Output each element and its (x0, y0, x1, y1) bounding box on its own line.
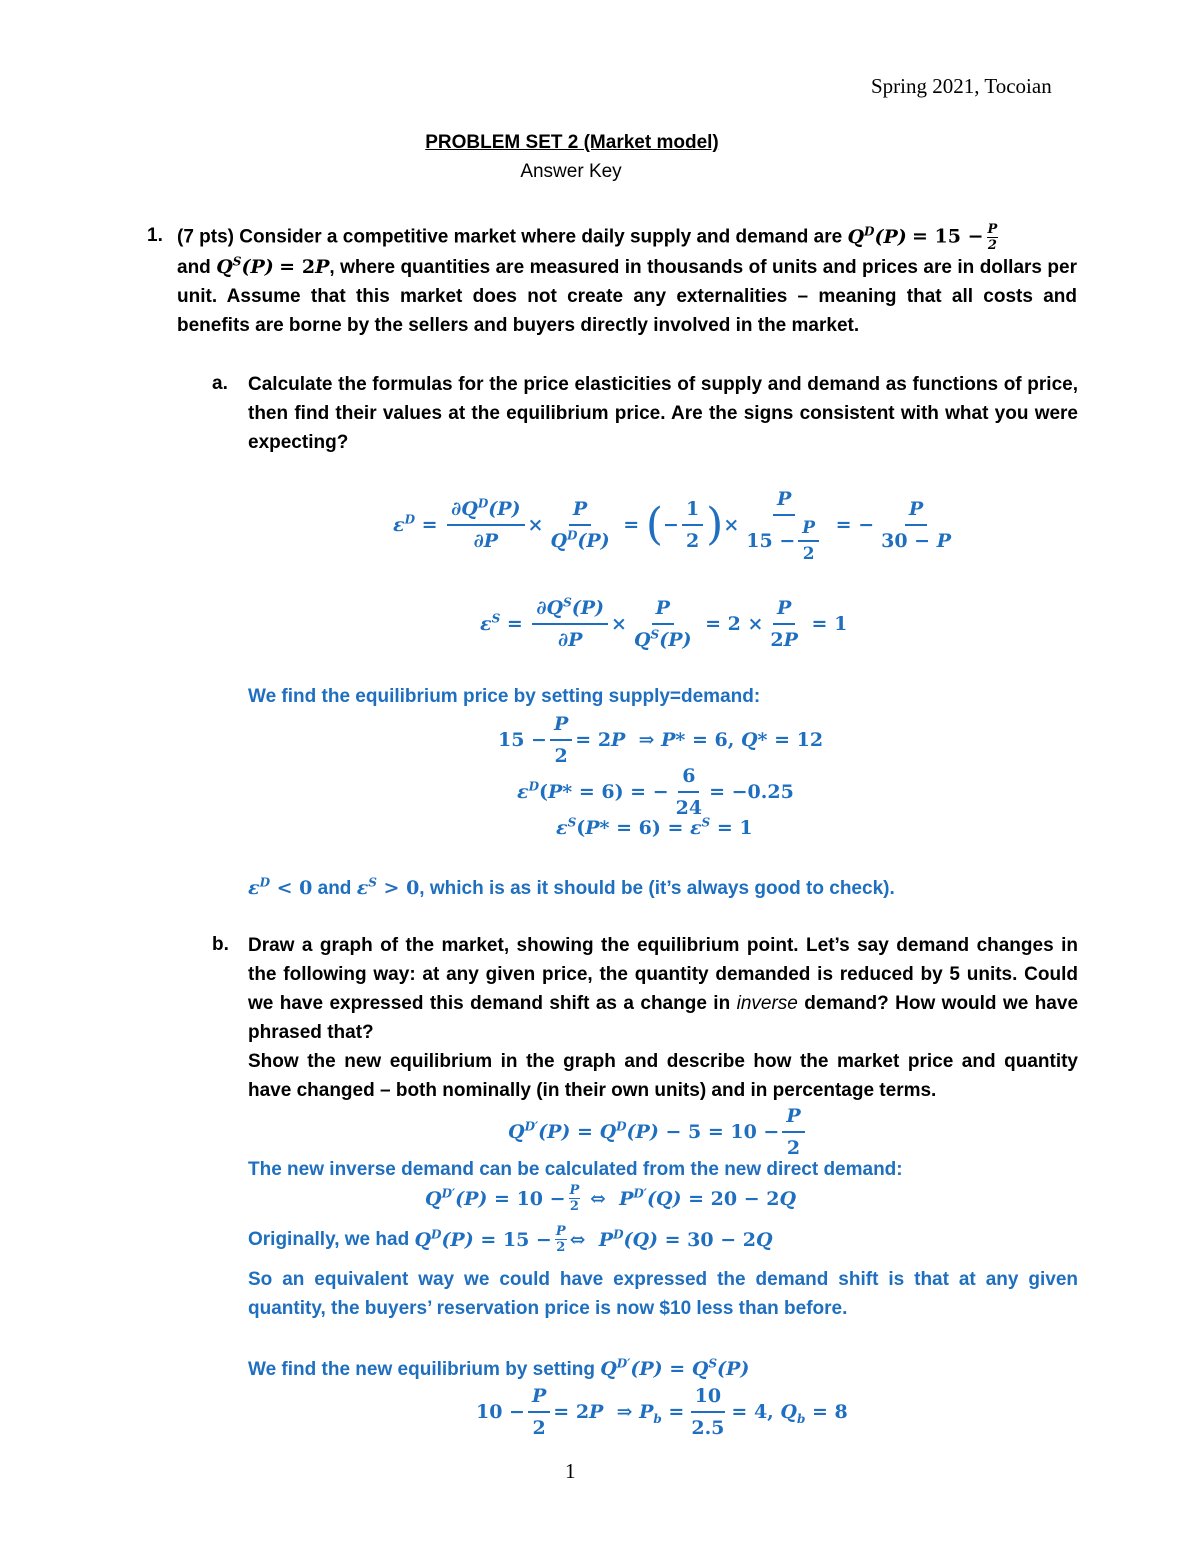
question-1-text: (7 pts) Consider a competitive market where daily supply and demand are $Q^D(P) = 15$ − $\frac{P}{2}$ and $Q^S(P) = 2P$, where quantities are measured in thousands of units and prices are in dollars per unit. Assume that this market does not create any externalities – meaning that all costs and benefits are borne by the sellers and buyers directly involved in the market. (177, 222, 1077, 336)
page-number: 1 (565, 1459, 576, 1483)
new-equilibrium-intro: We find the new equilibrium by setting $Q^{D'}(P) = Q^S(P)$ (248, 1356, 750, 1380)
page-subtitle: Answer Key (520, 161, 622, 182)
part-a-conclusion: $\varepsilon^D < 0$ and $\varepsilon^S > 0$, which is as it should be (it’s always good to check). (248, 875, 895, 899)
question-points: (7 pts) (177, 226, 234, 248)
supply-elasticity-value: $\varepsilon^S(P* = 6) = \varepsilon^S = 1$ (556, 815, 753, 839)
demand-elasticity-value: $\varepsilon^D$ ( P * = 6) = − $\frac{6}{24}$ = −0.25 (517, 765, 794, 819)
part-a-label: a. (212, 373, 228, 394)
equilibrium-intro: We find the equilibrium price by setting supply=demand: (248, 686, 761, 707)
question-intro: Consider a competitive market where daily supply and demand are (239, 226, 843, 248)
equilibrium-equation: 15 − $\frac{P}{2}$ = 2 P ⇒ P * = 6, Q * = 12 (498, 713, 824, 767)
new-demand-equation: $Q^{D'}(P)$ = $Q^D(P)$ − 5 = 10 − $\frac{P}{2}$ (508, 1103, 808, 1161)
new-equilibrium-equation: 10 − $\frac{P}{2}$ = 2 P ⇒ $P_b$ = $\frac{10}{2.5}$ = 4, $Q_b$ = 8 (476, 1385, 848, 1439)
question-number: 1. (147, 225, 163, 246)
supply-elasticity-formula: $\varepsilon^S$ = $\frac{\partial Q^S(P)}{\partial P}$ × $\frac{P}{Q^S(P)}$ = 2 × $\frac{P}{2P}$ = 1 (480, 595, 848, 651)
part-b-question: Draw a graph of the market, showing the equilibrium point. Let’s say demand changes in the following way: at any given price, the quantity demanded is reduced by 5 units. Could we have expressed this demand shift as a change in inverse demand? How would we have phrased that? Show the new equilibrium in the graph and describe how the market price and quantity have changed – both nominally (in their own units) and in percentage terms. (248, 935, 1079, 1101)
page-header: Spring 2021, Tocoian (871, 74, 1052, 98)
part-b-label: b. (212, 934, 229, 955)
new-inverse-demand: $Q^{D'}(P)$ = 10 − $\frac{P}{2}$ ⇔ $P^{D'}(Q)$ = 20 − 2 Q (425, 1183, 797, 1214)
part-a-question: Calculate the formulas for the price elasticities of supply and demand as functions of price, then find their values at the equilibrium price. Are the signs consistent with what you were expecting? (248, 374, 1078, 453)
page-title: PROBLEM SET 2 (Market model) (425, 132, 719, 153)
inverse-demand-intro: The new inverse demand can be calculated from the new direct demand: (248, 1159, 903, 1180)
demand-elasticity-formula: $\varepsilon^D$ = $\frac{\partial Q^D(P)}{\partial P}$ × $\frac{P}{Q^D(P)}$ = ( − $\frac{1}{2}$ ) × P 15 − $\frac{P}{2}$ = − $\frac{P}{30 - P}$ (393, 488, 952, 564)
equivalent-statement: So an equivalent way we could have expressed the demand shift is that at any given quantity, the buyers’ reservation price is now $10 less than before. (248, 1269, 1078, 1319)
original-demand: Originally, we had $Q^D(P) = 15$ − $\frac{P}{2}$ ⇔ $P^D(Q) = 30 - 2Q$ (248, 1224, 773, 1255)
